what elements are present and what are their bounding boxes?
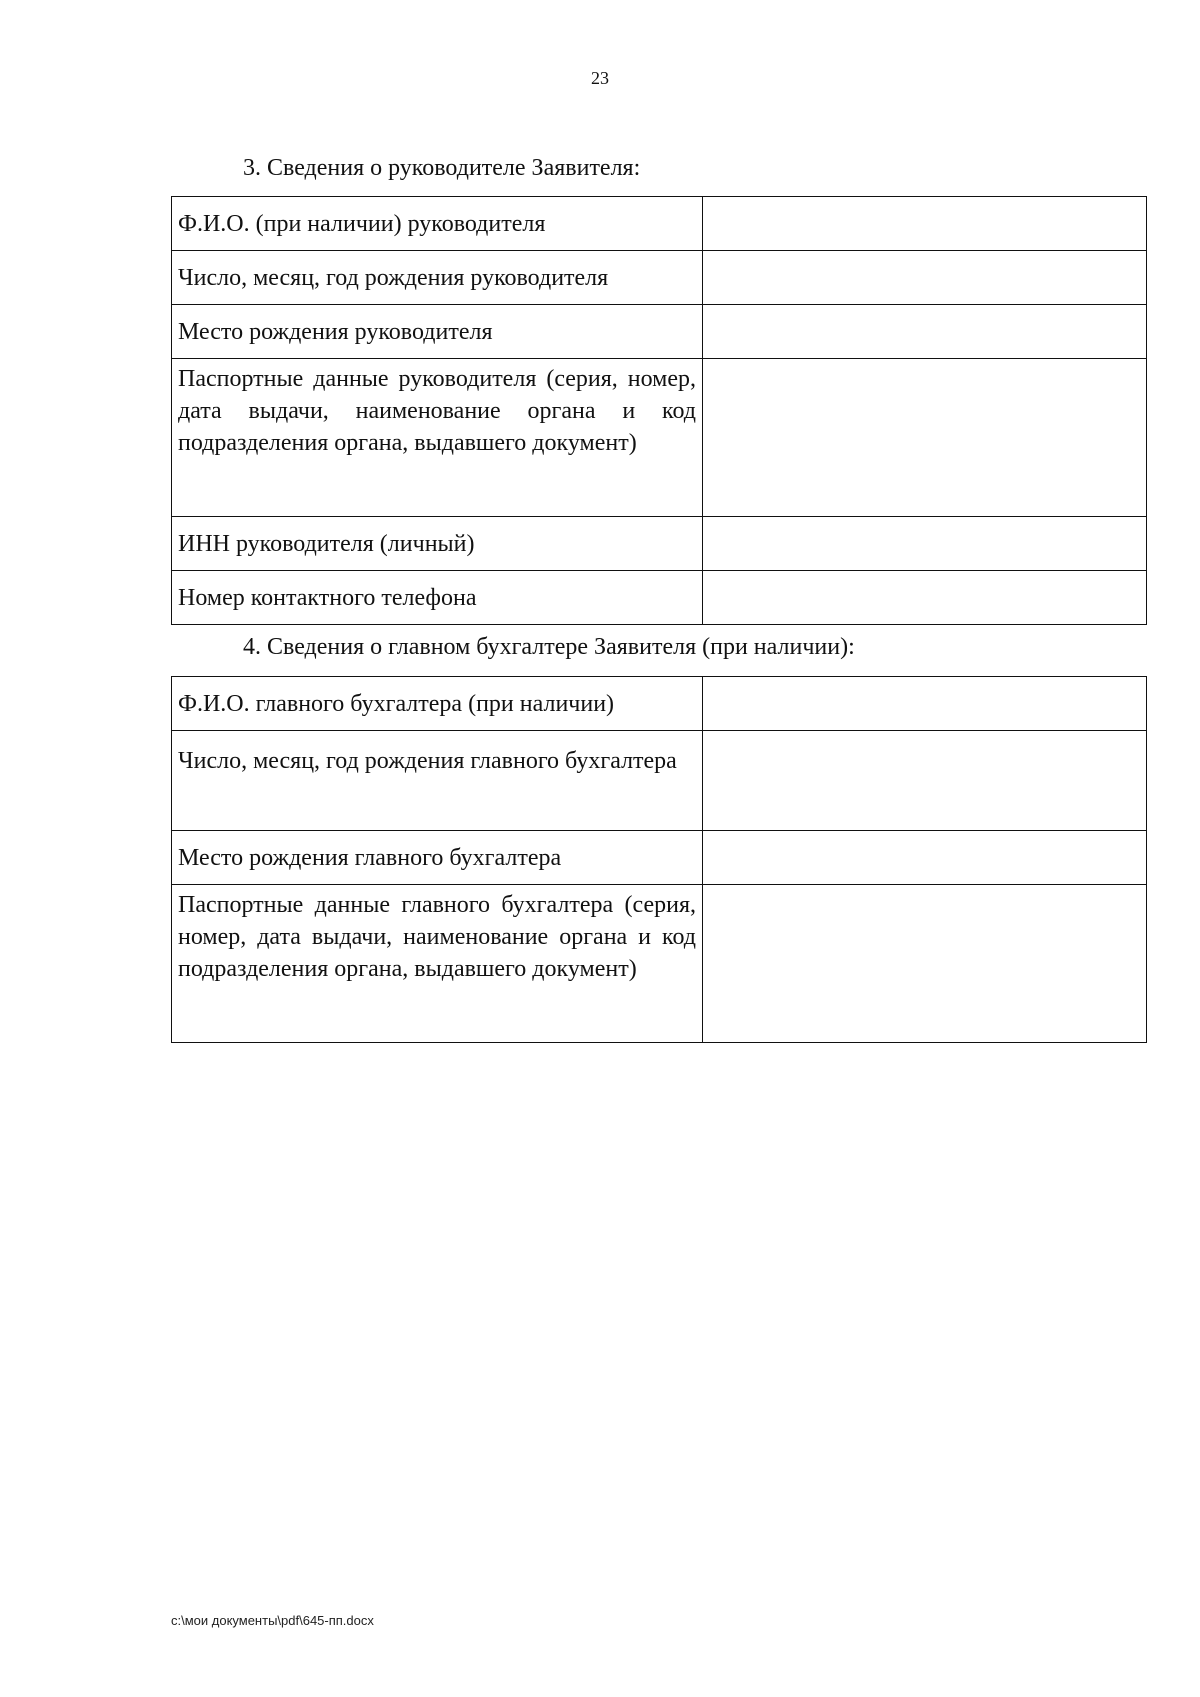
table-row	[172, 831, 1147, 885]
accountant-birth-place-label: Место рождения главного бухгалтера	[172, 831, 703, 885]
footer-file-path: c:\мои документы\pdf\645-пп.docx	[171, 1613, 374, 1628]
table-row	[172, 305, 1147, 359]
manager-info-table	[171, 196, 1147, 625]
table-row	[172, 571, 1147, 625]
manager-full-name-label: Ф.И.О. (при наличии) руководителя	[172, 197, 703, 251]
accountant-full-name-field[interactable]	[703, 677, 1147, 731]
table-row	[172, 517, 1147, 571]
table-row	[172, 885, 1147, 1043]
section-4-heading: 4. Сведения о главном бухгалтере Заявителя (при наличии):	[243, 634, 855, 660]
accountant-birth-date-label: Число, месяц, год рождения главного бухгалтера	[172, 731, 703, 831]
chief-accountant-info-table	[171, 676, 1147, 1043]
section-3-heading: 3. Сведения о руководителе Заявителя:	[243, 155, 641, 181]
manager-birth-place-label: Место рождения руководителя	[172, 305, 703, 359]
table-row	[172, 251, 1147, 305]
accountant-birth-date-field[interactable]	[703, 731, 1147, 831]
accountant-full-name-label: Ф.И.О. главного бухгалтера (при наличии)	[172, 677, 703, 731]
manager-inn-label: ИНН руководителя (личный)	[172, 517, 703, 571]
manager-birth-date-label: Число, месяц, год рождения руководителя	[172, 251, 703, 305]
manager-passport-label: Паспортные данные руководителя (серия, номер, дата выдачи, наименование органа и код подразделения органа, выдавшего документ)	[172, 359, 703, 517]
table-row	[172, 197, 1147, 251]
accountant-birth-place-field[interactable]	[703, 831, 1147, 885]
table-row	[172, 359, 1147, 517]
table-row	[172, 677, 1147, 731]
manager-inn-field[interactable]	[703, 517, 1147, 571]
manager-birth-place-field[interactable]	[703, 305, 1147, 359]
page-number: 23	[591, 68, 609, 88]
manager-phone-label: Номер контактного телефона	[172, 571, 703, 625]
manager-phone-field[interactable]	[703, 571, 1147, 625]
manager-passport-field[interactable]	[703, 359, 1147, 517]
accountant-passport-label: Паспортные данные главного бухгалтера (серия, номер, дата выдачи, наименование органа и код подразделения органа, выдавшего документ)	[172, 885, 703, 1043]
table-row	[172, 731, 1147, 831]
accountant-passport-field[interactable]	[703, 885, 1147, 1043]
manager-full-name-field[interactable]	[703, 197, 1147, 251]
manager-birth-date-field[interactable]	[703, 251, 1147, 305]
